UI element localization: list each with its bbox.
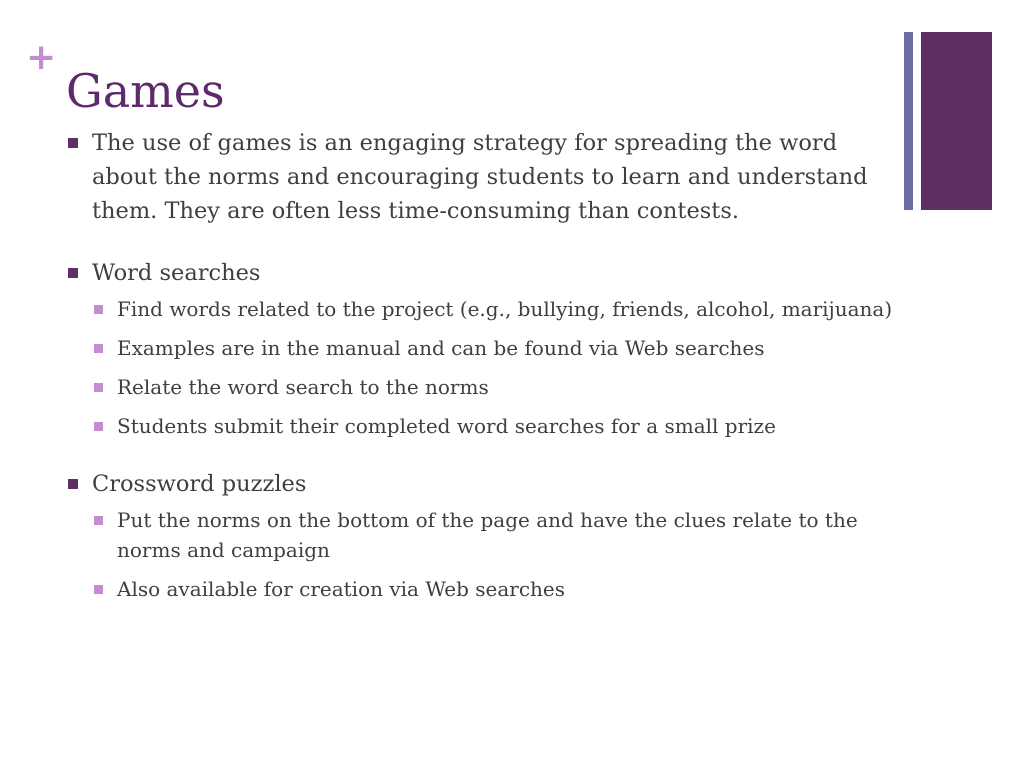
bullet-item-games-intro [0,126,892,228]
bullet-list [0,126,1024,604]
bullet-text: Students submit their completed word searches for a small prize [117,414,776,438]
sub-bullet-item [0,411,897,441]
sub-bullet-square-icon [94,585,103,594]
bullet-text: Crossword puzzles [92,471,307,497]
sub-bullet-item [0,294,897,324]
bullet-square-icon [68,479,78,489]
bullet-text: Examples are in the manual and can be found via Web searches [117,336,765,360]
plus-icon: + [26,37,57,78]
sub-bullet-item [0,574,897,604]
bullet-text: Relate the word search to the norms [117,375,489,399]
bullet-text: Word searches [92,260,261,286]
sub-bullet-square-icon [94,422,103,431]
sub-bullet-item [0,333,897,363]
sub-bullet-item [0,505,897,565]
bullet-item-crossword-puzzles [0,467,892,501]
sub-bullet-square-icon [94,516,103,525]
bullet-square-icon [68,268,78,278]
sub-bullet-square-icon [94,344,103,353]
bullet-square-icon [68,138,78,148]
sub-bullet-square-icon [94,305,103,314]
bullet-text: Find words related to the project (e.g., bullying, friends, alcohol, marijuana) [117,297,893,321]
bullet-text: Put the norms on the bottom of the page and have the clues relate to the norms and campaign [117,508,858,562]
slide-title: Games [66,64,225,118]
sub-bullet-item [0,372,897,402]
bullet-text: Also available for creation via Web searches [117,577,566,601]
sub-bullet-square-icon [94,383,103,392]
bullet-item-word-searches [0,256,892,290]
bullet-text: The use of games is an engaging strategy for spreading the word about the norms and encouraging students to learn and understand them. They are often less time-consuming than contests. [92,130,868,224]
